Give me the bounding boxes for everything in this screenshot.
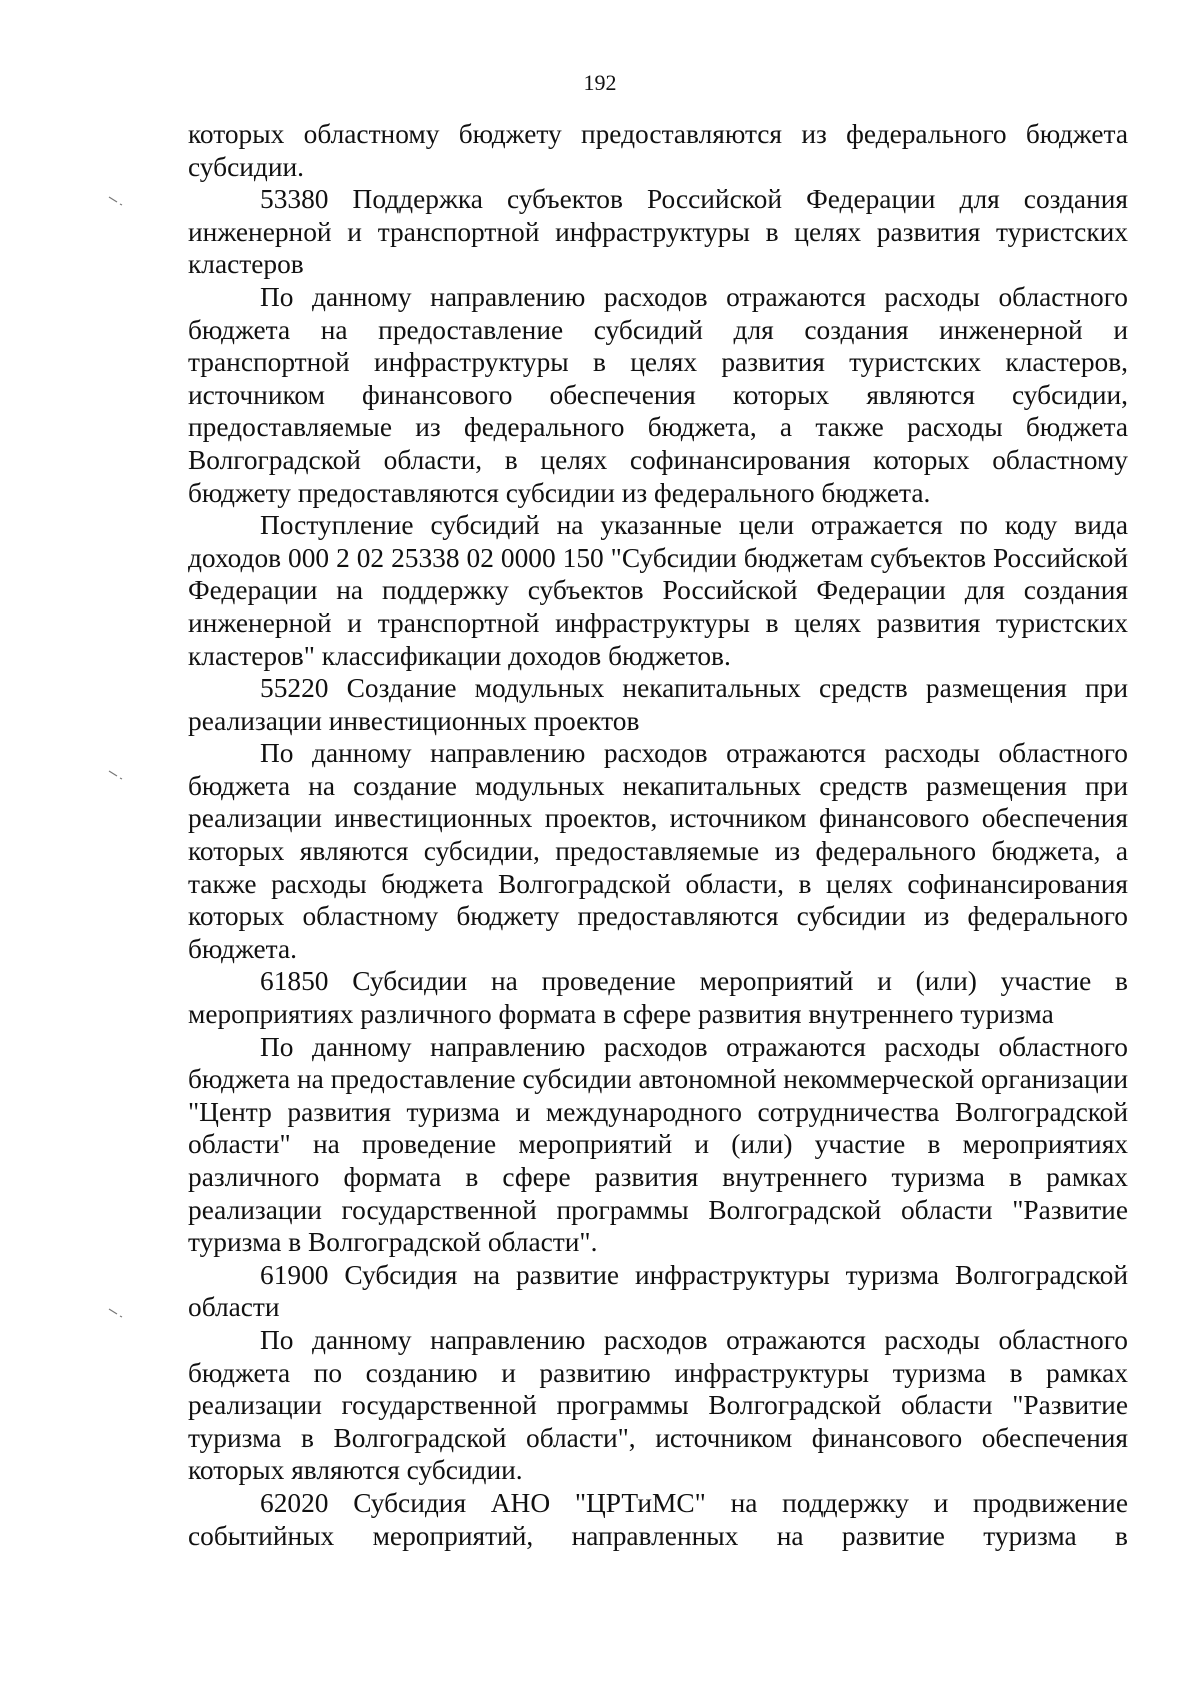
document-body [188, 118, 1128, 1552]
paragraph: Поступление субсидий на указанные цели отражается по коду вида доходов 000 2 02 25338 02 0000 150 "Субсидии бюджетам субъектов Российской Федерации на поддержку субъектов Российской Федерации для создания инженерной и транспортной инфраструктуры в целях развития туристских кластеров" классификации доходов бюджетов. [188, 510, 1128, 671]
section-heading-55220: 55220 Создание модульных некапитальных средств размещения при реализации инвестиционных проектов [188, 673, 1128, 736]
page-number: 192 [583, 70, 617, 95]
section-heading-61900: 61900 Субсидия на развитие инфраструктуры туризма Волгоградской области [188, 1259, 1128, 1323]
paragraph: По данному направлению расходов отражаются расходы областного бюджета на создание модульных некапитальных средств размещения при реализации инвестиционных проектов, источником финансового обеспечения которых являются субсидии, предоставляемые из федерального бюджета, а также расходы бюджета Волгоградской области, в целях софинансирования которых областному бюджету предоставляются субсидии из федерального бюджета. [188, 738, 1128, 964]
section-heading-61850: 61850 Субсидии на проведение мероприятий и (или) участие в мероприятиях различного формата в сфере развития внутреннего туризма [188, 966, 1128, 1030]
paragraph-continuation: которых областному бюджету предоставляются из федерального бюджета субсидии. [188, 119, 1128, 182]
section-heading-62020: 62020 Субсидия АНО "ЦРТиМС" на поддержку и продвижение событийных мероприятий, направленных на развитие туризма в [188, 1487, 1128, 1551]
paragraph: По данному направлению расходов отражаются расходы областного бюджета на предоставление субсидии автономной некоммерческой организации "Центр развития туризма и международного сотрудничества Волгоградской области" на проведение мероприятий и (или) участие в мероприятиях различного формата в сфере развития внутреннего туризма в рамках реализации государственной программы Волгоградской области "Развитие туризма в Волгоградской области". [188, 1031, 1128, 1258]
paragraph: По данному направлению расходов отражаются расходы областного бюджета на предоставление субсидий для создания инженерной и транспортной инфраструктуры в целях развития туристских кластеров, источником финансового обеспечения которых являются субсидии, предоставляемые из федерального бюджета, а также расходы бюджета Волгоградской области, в целях софинансирования которых областному бюджету предоставляются субсидии из федерального бюджета. [188, 281, 1128, 508]
section-heading-53380: 53380 Поддержка субъектов Российской Федерации для создания инженерной и транспортной инфраструктуры в целях развития туристских кластеров [188, 184, 1128, 280]
scan-mark [108, 196, 124, 206]
scan-mark [108, 770, 124, 780]
scan-mark [108, 1308, 124, 1318]
paragraph: По данному направлению расходов отражаются расходы областного бюджета по созданию и развитию инфраструктуры туризма в рамках реализации государственной программы Волгоградской области "Развитие туризма в Волгоградской области", источником финансового обеспечения которых являются субсидии. [188, 1324, 1128, 1486]
